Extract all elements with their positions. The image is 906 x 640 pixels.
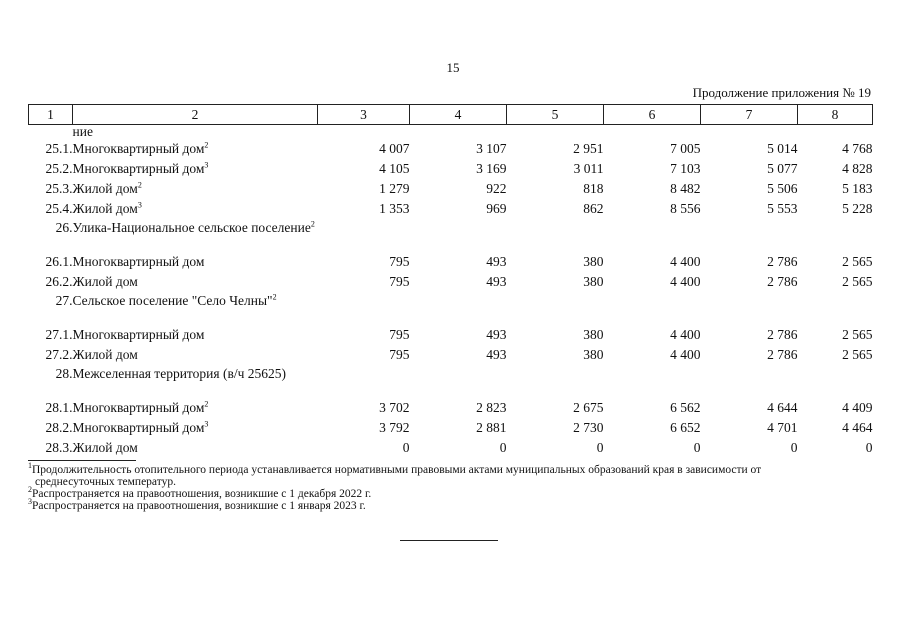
- column-header: 7: [701, 105, 798, 125]
- cell-value: [798, 292, 873, 325]
- cell-value: 2 786: [767, 327, 798, 342]
- cell-value: 493: [486, 254, 507, 269]
- cell-value: [318, 219, 410, 252]
- cell-value: 380: [583, 327, 604, 342]
- cell-value: 4 409: [842, 400, 873, 415]
- cell-value: 2 786: [767, 274, 798, 289]
- cell-value: [318, 292, 410, 325]
- column-header: 4: [410, 105, 507, 125]
- row-index: 26.1.: [45, 254, 73, 269]
- table-row: [29, 325, 873, 345]
- cell-value: 4 105: [379, 161, 410, 176]
- row-index: 25.2.: [45, 161, 73, 176]
- row-name: [73, 252, 318, 272]
- column-header: 2: [73, 105, 318, 125]
- cell-value: 4 768: [842, 141, 873, 156]
- row-index: 28.2.: [45, 420, 73, 435]
- footnote-mark: 1: [28, 461, 32, 471]
- row-name-text: Межселенная территория (в/ч 25625): [72, 366, 286, 381]
- cell-value: 0: [693, 440, 701, 455]
- row-name: [73, 345, 318, 365]
- row-name: [73, 292, 318, 325]
- page-number: 15: [446, 60, 460, 75]
- table-row: [29, 159, 873, 179]
- cell-value: 2 675: [573, 400, 604, 415]
- cell-value: 4 007: [379, 141, 410, 156]
- cell-value: 4 828: [842, 161, 873, 176]
- cell-value: [604, 219, 701, 252]
- cell-value: 2 823: [476, 400, 507, 415]
- row-index: 27.1.: [45, 327, 73, 342]
- row-index: 28.: [55, 366, 73, 381]
- footnote-ref: 2: [204, 140, 209, 150]
- cell-value: 0: [865, 440, 873, 455]
- cell-value: [507, 219, 604, 252]
- cell-value: 2 786: [767, 254, 798, 269]
- row-index: 27.: [55, 293, 73, 308]
- footnote-ref: 3: [137, 200, 142, 210]
- row-index: 25.4.: [45, 201, 73, 216]
- cell-value: [318, 365, 410, 398]
- cell-value: 0: [596, 440, 604, 455]
- cell-value: [410, 219, 507, 252]
- row-name-text: Жилой дом: [72, 347, 138, 362]
- row-name-text: Многоквартирный дом: [72, 420, 205, 435]
- row-index: 28.1.: [45, 400, 73, 415]
- continuation-label: Продолжение приложения № 19: [692, 85, 871, 100]
- cell-value: 8 556: [670, 201, 701, 216]
- cell-value: 4 464: [842, 420, 873, 435]
- data-table: [28, 104, 873, 458]
- row-name: [73, 325, 318, 345]
- column-header: 3: [318, 105, 410, 125]
- row-index: 26.2.: [45, 274, 73, 289]
- cell-value: [701, 365, 798, 398]
- cell-value: [798, 219, 873, 252]
- cell-value: 3 169: [476, 161, 507, 176]
- cell-value: 5 228: [842, 201, 873, 216]
- row-index: 27.2.: [45, 347, 73, 362]
- footnote: [28, 497, 874, 512]
- cell-value: 3 792: [379, 420, 410, 435]
- cell-value: 1 279: [379, 181, 410, 196]
- footnote-ref: 2: [137, 180, 142, 190]
- cell-value: 380: [583, 347, 604, 362]
- footnote-rule: [28, 460, 136, 461]
- footnote: [28, 485, 874, 500]
- cell-value: 7 005: [670, 141, 701, 156]
- cell-value: 795: [389, 347, 410, 362]
- footnote-ref: 2: [272, 292, 277, 302]
- cell-value: 380: [583, 274, 604, 289]
- footnote-ref: 2: [310, 219, 315, 229]
- cell-value: 818: [583, 181, 604, 196]
- table-header-row: [29, 105, 873, 125]
- cell-value: [701, 292, 798, 325]
- cell-value: 4 400: [670, 274, 701, 289]
- cell-value: [507, 365, 604, 398]
- cell-value: 969: [486, 201, 507, 216]
- column-header: 5: [507, 105, 604, 125]
- cell-value: 493: [486, 274, 507, 289]
- row-name: [73, 272, 318, 292]
- cell-value: 2 786: [767, 347, 798, 362]
- cell-value: 4 400: [670, 254, 701, 269]
- table-row: [29, 179, 873, 199]
- row-index: 28.3.: [45, 440, 73, 455]
- row-index: 25.1.: [45, 141, 73, 156]
- table-row: [29, 418, 873, 438]
- row-name: [73, 179, 318, 199]
- cell-value: 8 482: [670, 181, 701, 196]
- cell-value: 1 353: [379, 201, 410, 216]
- cell-value: 7 103: [670, 161, 701, 176]
- table-row: [29, 219, 873, 252]
- cell-value: [701, 219, 798, 252]
- cell-value: 2 565: [842, 327, 873, 342]
- cell-value: 795: [389, 274, 410, 289]
- cell-value: 493: [486, 327, 507, 342]
- row-name: [73, 219, 318, 252]
- cell-value: 5 183: [842, 181, 873, 196]
- cell-value: 0: [499, 440, 507, 455]
- row-name: [73, 418, 318, 438]
- cell-value: 3 702: [379, 400, 410, 415]
- cell-value: [604, 292, 701, 325]
- column-header: 6: [604, 105, 701, 125]
- row-name-text: Многоквартирный дом: [72, 327, 205, 342]
- bottom-rule: [400, 540, 498, 541]
- footnotes: [28, 460, 874, 512]
- cell-value: 2 565: [842, 274, 873, 289]
- cell-value: 4 400: [670, 347, 701, 362]
- row-name-text: Улика-Национальное сельское поселение: [72, 220, 311, 235]
- cell-value: 0: [790, 440, 798, 455]
- row-name-text: Жилой дом: [72, 201, 138, 216]
- cell-value: 4 644: [767, 400, 798, 415]
- cell-value: [507, 292, 604, 325]
- cell-value: [410, 292, 507, 325]
- cell-value: 795: [389, 254, 410, 269]
- row-index: 25.3.: [45, 181, 73, 196]
- cell-value: 2 951: [573, 141, 604, 156]
- cell-value: 795: [389, 327, 410, 342]
- footnote-ref: 2: [204, 399, 209, 409]
- cell-value: 2 565: [842, 347, 873, 362]
- table-row: [29, 272, 873, 292]
- row-name-text: Многоквартирный дом: [72, 161, 205, 176]
- row-name: [73, 139, 318, 159]
- footnote-mark: 3: [28, 497, 32, 507]
- cell-value: 5 077: [767, 161, 798, 176]
- table-row: [29, 438, 873, 458]
- table-row: [29, 345, 873, 365]
- cell-value: 862: [583, 201, 604, 216]
- row-name: [73, 199, 318, 219]
- cell-value: 380: [583, 254, 604, 269]
- row-name: [73, 398, 318, 418]
- row-name-text: Жилой дом: [72, 181, 138, 196]
- footnote: [28, 461, 874, 476]
- cell-value: 2 730: [573, 420, 604, 435]
- table-row: [29, 199, 873, 219]
- row-name-text: Многоквартирный дом: [72, 400, 205, 415]
- footnote-mark: 2: [28, 485, 32, 495]
- footnote-text: Продолжительность отопительного периода устанавливается нормативными правовыми актами муниципальных образований края в зависимости от: [32, 464, 762, 476]
- row-name-text: Многоквартирный дом: [72, 141, 205, 156]
- cell-value: 5 553: [767, 201, 798, 216]
- row-name-text: Многоквартирный дом: [72, 254, 205, 269]
- footnote-continuation: среднесуточных температур.: [35, 476, 176, 488]
- table-row: [29, 125, 873, 140]
- cell-value: 4 400: [670, 327, 701, 342]
- row-index: 26.: [55, 220, 73, 235]
- table-row: [29, 139, 873, 159]
- cell-value: 6 652: [670, 420, 701, 435]
- cell-value: [410, 365, 507, 398]
- footnote-ref: 3: [204, 160, 209, 170]
- row-name: [73, 365, 318, 398]
- cell-value: 2 565: [842, 254, 873, 269]
- table-row: [29, 292, 873, 325]
- cell-value: 0: [402, 440, 410, 455]
- row-name-text: Жилой дом: [72, 440, 138, 455]
- cell-value: 4 701: [767, 420, 798, 435]
- cell-value: 922: [486, 181, 507, 196]
- cell-value: 2 881: [476, 420, 507, 435]
- row-name-fragment: ние: [72, 124, 93, 139]
- row-name: [73, 159, 318, 179]
- cell-value: 5 506: [767, 181, 798, 196]
- footnote-text: Распространяется на правоотношения, возникшие с 1 января 2023 г.: [32, 500, 366, 512]
- cell-value: 3 011: [573, 161, 604, 176]
- footnote-text: Распространяется на правоотношения, возникшие с 1 декабря 2022 г.: [32, 488, 372, 500]
- footnote-ref: 3: [204, 419, 209, 429]
- row-name-text: Жилой дом: [72, 274, 138, 289]
- cell-value: [798, 365, 873, 398]
- cell-value: 5 014: [767, 141, 798, 156]
- row-name-text: Сельское поселение "Село Челны": [72, 293, 273, 308]
- cell-value: 3 107: [476, 141, 507, 156]
- row-name: [73, 438, 318, 458]
- cell-value: 6 562: [670, 400, 701, 415]
- table-row: [29, 398, 873, 418]
- column-header: 8: [798, 105, 873, 125]
- column-header: 1: [29, 105, 73, 125]
- cell-value: [604, 365, 701, 398]
- table-row: [29, 365, 873, 398]
- cell-value: 493: [486, 347, 507, 362]
- table-row: [29, 252, 873, 272]
